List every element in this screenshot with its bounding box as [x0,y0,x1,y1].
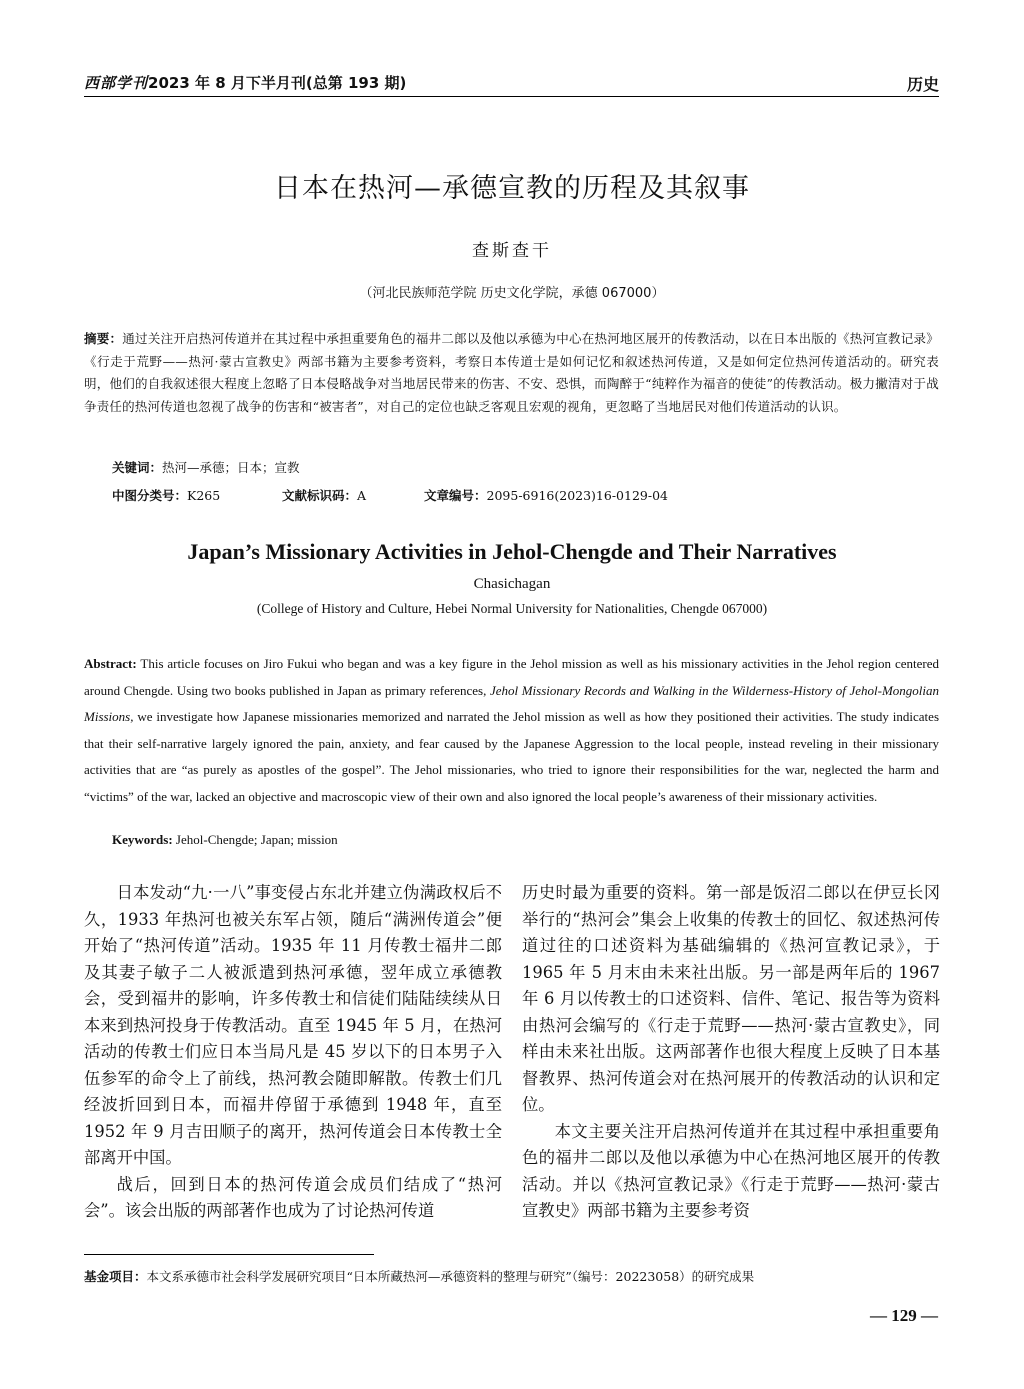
keywords-en-label: Keywords: [112,832,173,847]
section-label: 历史 [906,75,939,94]
title-zh: 日本在热河—承德宣教的历程及其叙事 [274,173,750,204]
article-value: 2095-6916(2023)16-0129-04 [486,488,668,503]
running-header [84,70,939,97]
abstract-en-book-titles: Jehol Missionary Records and Walking in the Wilderness-History of Jehol-Mongolian Missions, [84,682,939,724]
author-en: Chasichagan [473,576,551,592]
author-zh: 查斯查干 [472,241,552,261]
abstract-en-text-1: This article focuses on Jiro Fukui who began and was a key figure in the Jehol mission as well as his missionary activities in the Jehol region centered around Chengde. Using two books published in Japan as primary references, [84,656,939,698]
body-column-left [84,880,502,1225]
article-label: 文章编号： [424,488,487,503]
abstract-en [84,651,939,810]
abstract-zh [84,328,939,418]
body-paragraph: 本文主要关注开启热河传道并在其过程中承担重要角色的福井二郎以及他以承德为中心在热河地区展开的传教活动。并以《热河宣教记录》《行走于荒野——热河·蒙古宣教史》两部书籍为主要参考资 [522,1121,940,1220]
funding-label: 基金项目： [84,1269,147,1284]
doc-label: 文献标识码： [282,488,358,503]
clc-value: K265 [187,488,221,503]
abstract-zh-label: 摘要： [84,331,123,346]
body-paragraph: 日本发动“九·一八”事变侵占东北并建立伪满政权后不久，1933 年热河也被关东军占领，随后“满洲传道会”便开始了“热河传道”活动。1935 年 11 月传教士福井二郎及其妻子敏子二人被派遣到热河承德，翌年成立承德教会，受到福井的影响，许多传教士和信徒们陆陆续续从日本来到热河投身于传教活动。直至 1945 年 5 月，在热河活动的传教士们应日本当局凡是 45 岁以下的日本男子入伍参军的命令上了前线，热河教会随即解散。传教士们几经波折回到日本，而福井停留于承德到 1948 年，直至 1952 年 9 月吉田顺子的离开，热河传道会日本传教士全部离开中国。 [84,883,502,1167]
doc-code [282,486,366,504]
title-en: Japan’s Missionary Activities in Jehol-Chengde and Their Narratives [187,539,837,564]
abstract-zh-text: 通过关注开启热河传道并在其过程中承担重要角色的福井二郎以及他以承德为中心在热河地区展开的传教活动，以在日本出版的《热河宣教记录》《行走于荒野——热河·蒙古宣教史》两部书籍为主要参考资料，考察日本传道士是如何记忆和叙述热河传道，又是如何定位热河传道活动的。研究表明，他们的自我叙述很大程度上忽略了日本侵略战争对当地居民带来的伤害、不安、恐惧，而陶醉于“纯粹作为福音的使徒”的传教活动。极力撇清对于战争责任的热河传道也忽视了战争的伤害和“被害者”，对自己的定位也缺乏客观且宏观的视角，更忽略了当地居民对他们传道活动的认识。 [84,331,939,414]
keywords-zh-label: 关键词： [112,460,163,475]
footnote-divider [84,1254,374,1255]
abstract-en-label: Abstract: [84,656,137,671]
funding-text: 本文系承德市社会科学发展研究项目“日本所藏热河—承德资料的整理与研究”（编号：20223058）的研究成果 [146,1269,755,1284]
issue-text: 2023 年 8 月下半月刊(总第 193 期) [148,74,407,92]
body-column-right [522,880,940,1225]
clc-number [112,486,220,504]
affiliation-zh: （河北民族师范学院 历史文化学院，承德 067000） [359,286,665,301]
keywords-en [112,832,338,848]
body-paragraph: 战后，回到日本的热河传道会成员们结成了“热河会”。该会出版的两部著作也成为了讨论热河传道 [84,1174,502,1220]
journal-issue [84,72,406,93]
affiliation-en: (College of History and Culture, Hebei Normal University for Nationalities, Chengde 067000) [256,601,768,616]
doc-value: A [357,488,367,503]
keywords-zh [112,458,300,476]
body-paragraph: 历史时最为重要的资料。第一部是饭沼二郎以在伊豆长冈举行的“热河会”集会上收集的传教士的回忆、叙述热河传道过往的口述资料为基础编辑的《热河宣教记录》，于 1965 年 5 月末由未来社出版。另一部是两年后的 1967 年 6 月以传教士的口述资料、信件、笔记、报告等为资料由热河会编写的《行走于荒野——热河·蒙古宣教史》，同样由未来社出版。这两部著作也很大程度上反映了日本基督教界、热河传道会对在热河展开的传教活动的认识和定位。 [522,883,940,1114]
funding-footnote [84,1267,939,1285]
clc-label: 中图分类号： [112,488,188,503]
abstract-en-text-2: we investigate how Japanese missionaries memorized and narrated the Jehol mission as well as how they positioned their activities. The study indicates that their self-narrative largely ignored the pain, anxiety, and fear caused by the Japanese Aggression to the local people, instead reveling in their missionary activities that are “as purely as apostles of the gospel”. The Jehol missionaries, who tried to ignore their responsibilities for the war, neglected the harm and “victims” of the war, lacked an objective and macroscopic view of their own and also ignored the local people’s awareness of their missionary activities. [84,709,939,804]
keywords-en-text: Jehol-Chengde; Japan; mission [172,832,338,847]
article-number [424,486,668,504]
keywords-zh-text: 热河—承德；日本；宣教 [162,460,300,475]
journal-logo: 西部学刊 [84,74,149,92]
page-number: — 129 — [870,1306,938,1325]
